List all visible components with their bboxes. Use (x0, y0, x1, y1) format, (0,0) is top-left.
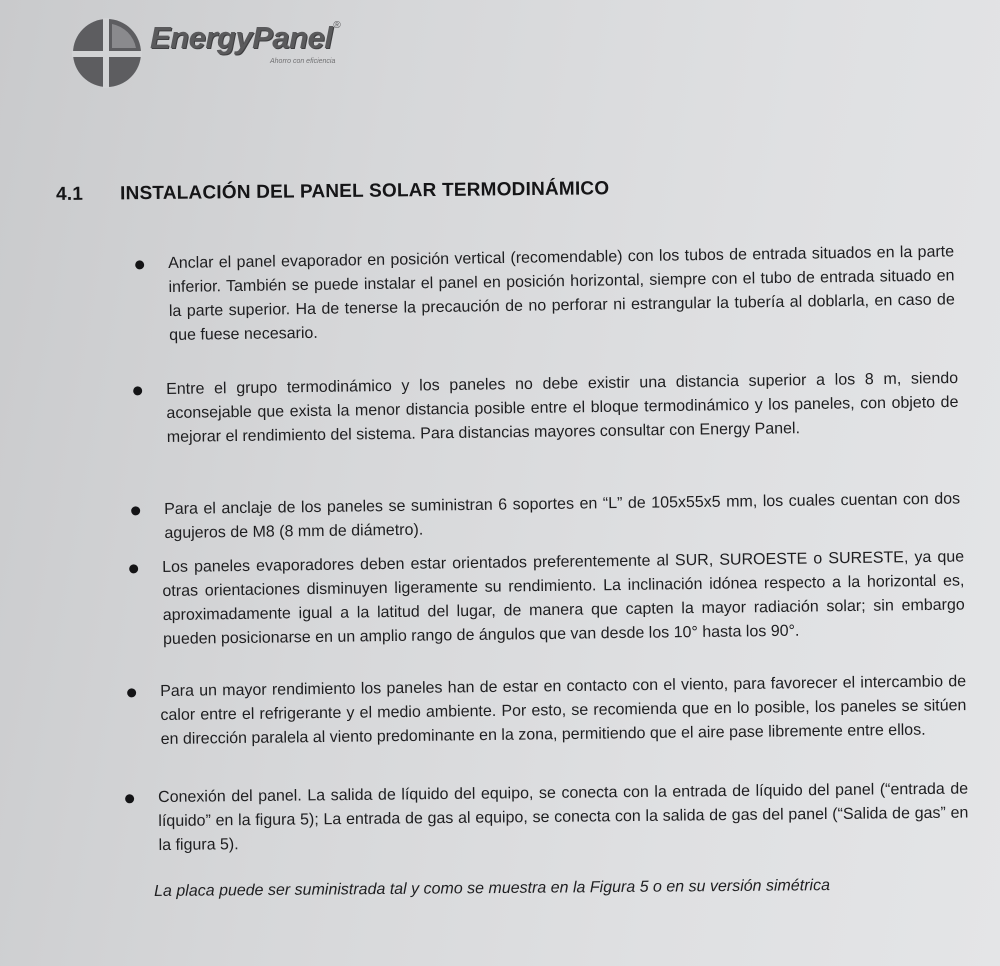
section-title: INSTALACIÓN DEL PANEL SOLAR TERMODINÁMICO (119, 178, 610, 205)
section-heading (56, 178, 609, 206)
brand-logo (72, 14, 392, 88)
bullet-icon (127, 688, 136, 697)
registered-mark: ® (333, 20, 341, 31)
list-item-text: Entre el grupo termodinámico y los paneles no debe existir una distancia superior a los 8 m, siendo aconsejable que exista la menor distancia posible entre el bloque termodinámico y los paneles, con objeto de mejorar el rendimiento del sistema. Para distancias mayores consultar con Energy Panel. (166, 369, 959, 446)
energy-panel-logo-icon (72, 18, 142, 88)
list-item-text: Los paneles evaporadores deben estar orientados preferentemente al SUR, SUROESTE o SURESTE, ya que otras orientaciones disminuyen ligeramente su rendimiento. La inclinación idónea respecto a la horizontal es, aproximadamente igual a la latitud del lugar, de manera que capten la mayor radiación solar; sin embargo pueden posicionarse en un amplio rango de ángulos que van desde los 10° hasta los 90°. (162, 548, 965, 648)
list-item-text: Para un mayor rendimiento los paneles han de estar en contacto con el viento, para favorecer el intercambio de calor entre el refrigerante y el medio ambiente. Por esto, se recomienda que en lo posible, los paneles se sitúen en dirección paralela al viento predominante en la zona, permitiendo que el aire pase libremente entre ellos. (160, 673, 967, 748)
list-item-text: Para el anclaje de los paneles se suministran 6 soportes en “L” de 105x55x5 mm, los cuales cuentan con dos agujeros de M8 (8 mm de diámetro). (164, 490, 961, 542)
list-item (168, 240, 955, 348)
bullet-icon (135, 260, 144, 269)
figure-note: La placa puede ser suministrada tal y como se muestra en la Figura 5 o en su versión simétrica (154, 877, 831, 900)
bullet-icon (129, 564, 138, 573)
list-item (158, 778, 969, 858)
brand-name: EnergyPanel® (150, 20, 341, 55)
list-item (162, 546, 965, 652)
brand-tagline: Ahorro con eficiencia (270, 58, 336, 65)
bullet-icon (131, 506, 140, 515)
list-item-text: Conexión del panel. La salida de líquido del equipo, se conecta con la entrada de líquido del panel (“entrada de líquido” en la figura 5); La entrada de gas al equipo, se conecta con la salida de gas del panel (“Salida de gas” en la figura 5). (158, 780, 969, 854)
bullet-icon (125, 794, 134, 803)
list-item (166, 367, 959, 450)
list-item-text: Anclar el panel evaporador en posición vertical (recomendable) con los tubos de entrada situados en la parte inferior. También se puede instalar el panel en posición horizontal, siempre con el tubo de entrada situado en la parte superior. Ha de tenerse la precaución de no perforar ni estrangular la tubería al doblarla, en caso de que fuese necesario. (168, 243, 955, 344)
list-item (164, 488, 961, 546)
list-item (160, 670, 967, 752)
bullet-icon (133, 386, 142, 395)
section-number: 4.1 (56, 183, 84, 205)
